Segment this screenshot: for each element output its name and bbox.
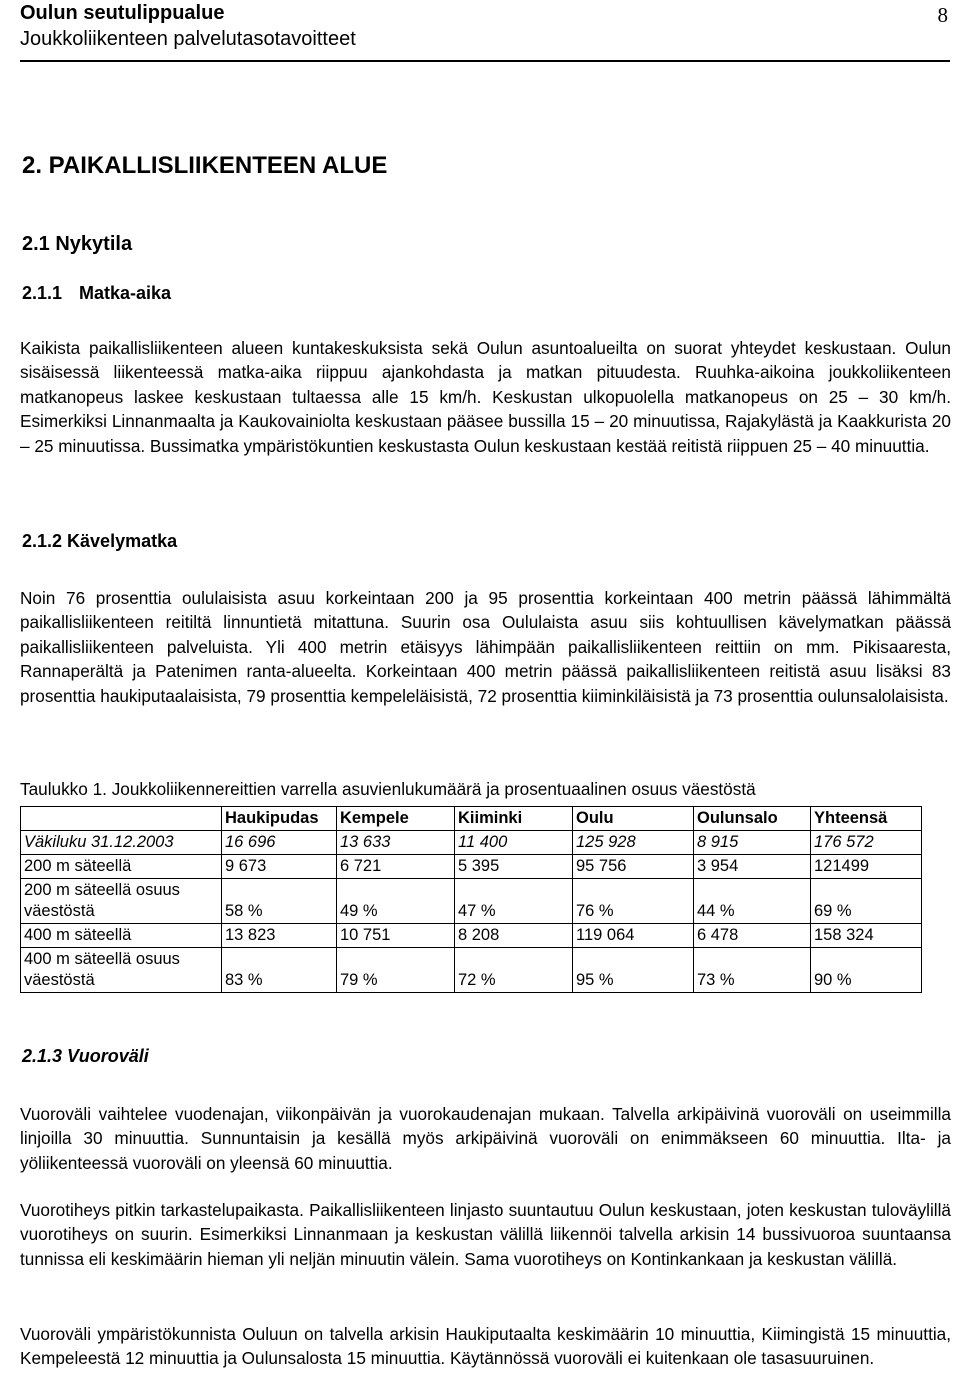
paragraph-kavelymatka: Noin 76 prosenttia oululaisista asuu korkeintaan 200 ja 95 prosenttia korkeintaan 400 metrin päässä lähimmältä paikallisliikenteen reitiltä linnuntietä mitattuna. Suurin osa Oululaista asuu siis kohtuullisen kävelymatkan päässä paikallisliikenteen palveluista. Yli 400 metrin etäisyys lähimpään paikallisliikenteen reittiin on mm. Pikisaaresta, Rannaperältä ja Patenimen ranta-alueelta. Korkeintaan 400 metrin päässä paikallisliikenteen reitistä asuu lisäksi 83 prosenttia haukiputaalaisista, 79 prosenttia kempeleläisistä, 72 prosenttia kiiminkiläisistä ja 73 prosenttia oulunsalolaisista.	[20, 588, 951, 706]
table-cell: 400 m säteellä osuus väestöstä	[21, 948, 222, 993]
table-cell: 72 %	[455, 948, 573, 993]
heading-label: Matka-aika	[79, 283, 172, 303]
table-cell: 8 208	[455, 924, 573, 948]
table-header-row	[21, 807, 922, 831]
subsection-heading: 2.1 Nykytila	[22, 233, 133, 255]
table-header-cell: Kempele	[337, 807, 455, 831]
table-cell: 79 %	[337, 948, 455, 993]
table-cell: 3 954	[694, 855, 811, 879]
table-cell: 121499	[811, 855, 922, 879]
table-cell: 13 633	[337, 831, 455, 855]
page-number: 8	[937, 3, 948, 27]
table-cell: 125 928	[573, 831, 694, 855]
table-cell: 176 572	[811, 831, 922, 855]
table-cell: 90 %	[811, 948, 922, 993]
table-cell: 119 064	[573, 924, 694, 948]
table-row	[21, 831, 922, 855]
table-cell: 58 %	[222, 879, 337, 924]
table-cell: 83 %	[222, 948, 337, 993]
paragraph-vuorovali-1: Vuoroväli vaihtelee vuodenajan, viikonpäivän ja vuorokaudenajan mukaan. Talvella arkipäivinä vuoroväli on useimmilla linjoilla 30 minuuttia. Sunnuntaisin ja kesällä myös arkipäivinä vuoroväli on enimmäkseen 60 minuuttia. Ilta- ja yöliikenteessä vuoroväli on yleensä 60 minuuttia.	[20, 1104, 951, 1173]
table-header-cell: Kiiminki	[455, 807, 573, 831]
table-cell: 10 751	[337, 924, 455, 948]
heading-matka-aika	[22, 283, 171, 304]
table-cell: 13 823	[222, 924, 337, 948]
table-cell: 69 %	[811, 879, 922, 924]
table-cell: 6 721	[337, 855, 455, 879]
heading-kavelymatka: 2.1.2 Kävelymatka	[22, 531, 178, 551]
table-cell: 95 756	[573, 855, 694, 879]
table-row	[21, 855, 922, 879]
paragraph-vuorovali-3: Vuoroväli ympäristökunnista Ouluun on talvella arkisin Haukiputaalta keskimäärin 10 minuuttia, Kiimingistä 15 minuuttia, Kempeleestä 12 minuuttia ja Oulunsalosta 15 minuuttia. Käytännössä vuoroväli ei kuitenkaan ole tasasuuruinen.	[20, 1324, 951, 1369]
heading-vuorovali: 2.1.3 Vuoroväli	[22, 1046, 149, 1066]
header-divider	[20, 60, 950, 62]
table-row	[21, 948, 922, 993]
table-cell: 47 %	[455, 879, 573, 924]
table-header-cell	[21, 807, 222, 831]
table-cell: 49 %	[337, 879, 455, 924]
table-cell: 9 673	[222, 855, 337, 879]
table-cell: 73 %	[694, 948, 811, 993]
table-header-cell: Yhteensä	[811, 807, 922, 831]
table-caption: Taulukko 1. Joukkoliikennereittien varrella asuvienlukumäärä ja prosentuaalinen osuus väestöstä	[20, 779, 756, 799]
table-row	[21, 879, 922, 924]
header-subtitle: Joukkoliikenteen palvelutasotavoitteet	[20, 28, 356, 50]
table-row	[21, 924, 922, 948]
table-cell: 8 915	[694, 831, 811, 855]
table-header-cell: Oulu	[573, 807, 694, 831]
table-cell: 158 324	[811, 924, 922, 948]
table-cell: 200 m säteellä	[21, 855, 222, 879]
paragraph-vuorovali-2: Vuorotiheys pitkin tarkastelupaikasta. Paikallisliikenteen linjasto suuntautuu Oulun keskustaan, joten keskustan tuloväylillä vuorotiheys on suurin. Esimerkiksi Linnanmaan ja keskustan välillä liikennöi talvella arkisin 14 bussivuoroa suuntaansa tunnissa eli keskimäärin hieman yli neljän minuutin välein. Sama vuorotiheys on Kontinkankaan ja keskustan välillä.	[20, 1200, 951, 1269]
table-cell: 200 m säteellä osuus väestöstä	[21, 879, 222, 924]
table-cell: 6 478	[694, 924, 811, 948]
table-cell: Väkiluku 31.12.2003	[21, 831, 222, 855]
table-cell: 76 %	[573, 879, 694, 924]
table-cell: 5 395	[455, 855, 573, 879]
table-cell: 400 m säteellä	[21, 924, 222, 948]
population-table	[20, 806, 922, 993]
section-heading: 2. PAIKALLISLIIKENTEEN ALUE	[22, 152, 388, 179]
table-cell: 44 %	[694, 879, 811, 924]
table-cell: 11 400	[455, 831, 573, 855]
table-cell: 95 %	[573, 948, 694, 993]
table-header-cell: Haukipudas	[222, 807, 337, 831]
header-title: Oulun seutulippualue	[20, 2, 225, 24]
table-header-cell: Oulunsalo	[694, 807, 811, 831]
table-cell: 16 696	[222, 831, 337, 855]
heading-number: 2.1.1	[22, 283, 63, 303]
paragraph-matka-aika: Kaikista paikallisliikenteen alueen kuntakeskuksista sekä Oulun asuntoalueilta on suorat yhteydet keskustaan. Oulun sisäisessä liikenteessä matka-aika riippuu ajankohdasta ja matkan pituudesta. Ruuhka-aikoina joukkoliikenteen matkanopeus laskee keskustaan tultaessa alle 15 km/h. Keskustan ulkopuolella matkanopeus on 25 – 30 km/h. Esimerkiksi Linnanmaalta ja Kaukovainiolta keskustaan pääsee bussilla 15 – 20 minuutissa, Rajakylästä ja Kaakkurista 20 – 25 minuutissa. Bussimatka ympäristökuntien keskustasta Oulun keskustaan kestää reitistä riippuen 25 – 40 minuuttia.	[20, 338, 951, 456]
